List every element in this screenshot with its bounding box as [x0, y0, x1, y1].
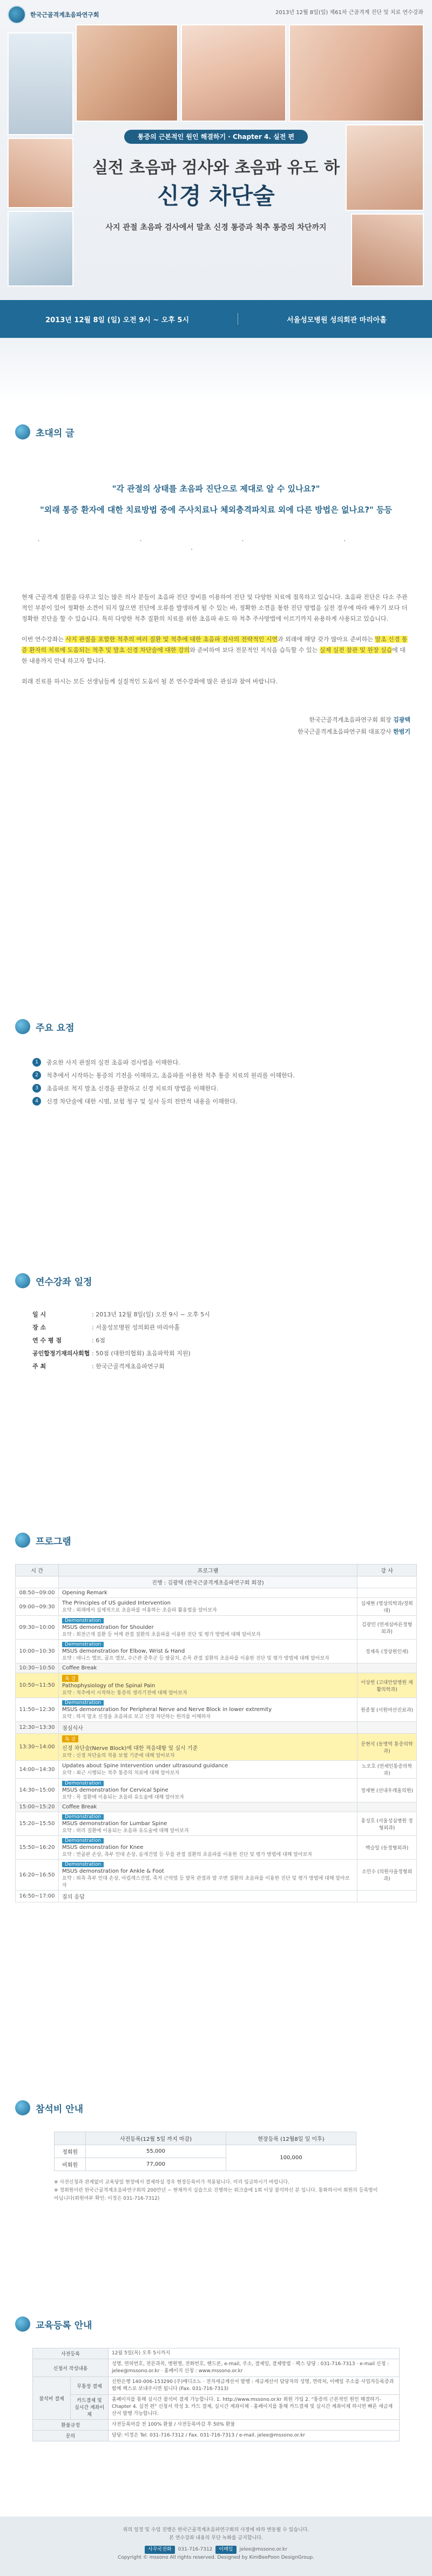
goals-list	[32, 1056, 400, 1108]
table-row	[16, 1836, 417, 1860]
session-summary: 요약 : 최근 시행되는 척추 통증의 치료에 대해 알아보자	[62, 1770, 180, 1776]
table-row	[33, 2348, 400, 2359]
overview-value: : 서울성모병원 성의회관 마리아홀	[92, 1324, 180, 1331]
session-summary: 요약 : 신경 차단술의 적용 보험 기준에 대해 알아보자	[62, 1753, 175, 1759]
session-time: 14:30~15:00	[16, 1779, 59, 1802]
bullet-circle-icon	[15, 1273, 30, 1288]
section-header	[15, 424, 417, 440]
fee-notes	[54, 2179, 378, 2203]
speaker: 문현석 (동명역 통증의학과)	[357, 1734, 417, 1761]
session-time: 11:50~12:30	[16, 1698, 59, 1722]
speaker: 백승일 (동정형외과)	[357, 1836, 417, 1860]
hero-photo	[76, 24, 178, 122]
session-cell	[59, 1779, 357, 1802]
table-cell: 정회원	[55, 2145, 86, 2158]
registration-table	[32, 2348, 400, 2441]
hero-bottom-strip	[0, 338, 432, 403]
session-time: 10:00~10:30	[16, 1640, 59, 1663]
event-info-bar	[0, 300, 432, 338]
session-cell	[59, 1891, 357, 1902]
goal-text: 중요한 사지 관절의 실전 초음파 검사법을 이해한다.	[46, 1059, 180, 1066]
sign-name: 한범기	[393, 728, 410, 735]
column-header: 현장등록 (12월8일 일 이후)	[226, 2132, 356, 2145]
hero-photo	[181, 24, 286, 122]
speaker	[357, 1722, 417, 1734]
section-header	[15, 2317, 417, 2332]
event-date: 2013년 12월 8일 (일) 오전 9시 ~ 오후 5시	[45, 316, 190, 324]
registration-section	[0, 2317, 432, 2517]
table-row	[55, 2145, 356, 2158]
highlight: 사지 관절을 포함한 척추의 여러 질환 및 척추에 대한 초음파 검사의 전략적인 시연	[65, 636, 278, 643]
row-header: 신청서 작성내용	[33, 2359, 109, 2377]
hero-photo	[289, 24, 424, 122]
session-summary: 요약 : 하지 말초 신경을 초음파로 보고 신경 차단하는 원리를 이해하자	[62, 1714, 211, 1720]
session-time: 15:00~15:20	[16, 1802, 59, 1812]
session-time: 12:30~13:30	[16, 1722, 59, 1734]
table-cell	[16, 1576, 59, 1588]
session-time: 15:50~16:20	[16, 1836, 59, 1860]
signatures	[22, 714, 410, 738]
row-header: 환불규정	[33, 2420, 109, 2431]
table-cell: 12월 5일(목) 오후 5시까지	[109, 2348, 400, 2359]
session-time: 09:00~09:30	[16, 1598, 59, 1616]
session-tag: Demonstration	[62, 1814, 104, 1820]
session-cell	[59, 1860, 357, 1891]
greeting-section	[0, 403, 432, 1019]
section-header	[15, 1533, 417, 1548]
table-row	[16, 1734, 417, 1761]
table-row	[33, 2359, 400, 2377]
session-summary: 요약 : 연골판 손상, 측부 인대 손상, 슬개건염 등 무릎 관절 질환의 초음파를 이용한 진단 및 평가 방법에 대해 알아보자	[62, 1852, 313, 1858]
session-tag: 특 강	[62, 1675, 78, 1682]
session-time: 15:20~15:50	[16, 1812, 59, 1836]
session-title: 신경 차단술(Nerve Block)에 대한 적응대항 및 실시 기준	[62, 1746, 198, 1752]
column-header	[55, 2132, 86, 2145]
signature-line	[22, 714, 410, 726]
session-title: MSUS demonstration for Lumbar Spine	[62, 1821, 167, 1827]
row-header: 문의	[33, 2431, 109, 2441]
greeting-body	[22, 592, 410, 687]
speaker: 심재현 (영상의학과/경희대)	[357, 1598, 417, 1616]
chair-cell: 진행 : 김광택 (한국근골격계초음파연구회 회장)	[59, 1576, 357, 1588]
session-cell	[59, 1616, 357, 1640]
table-row	[16, 1598, 417, 1616]
bullet-circle-icon	[15, 2100, 30, 2115]
table-row	[16, 1761, 417, 1779]
fee-table	[54, 2132, 356, 2171]
paragraph: 현재 근골격계 질환을 다루고 있는 많은 의사 분들이 초음파 진단 장비를 이용하여 진단 및 다양한 치료에 접목하고 있습니다. 초음파 진단은 다소 주관적인 부분이 있어 정확한 소견이 되지 않으면 진단에 오류를 발생하게 될 수 있는 바, 정확한 소견을 통한 진단 방법을 실전 경우에 따라 배우기 보다 더 정확한 진단을 할 수 있습니다. 특히 다양한 척추 질환의 치료를 위한 초음파 유도 하 척추 주사방법에 이르기까지 유용하게 사용되고 있습니다.	[22, 594, 408, 622]
overview-row	[32, 1362, 432, 1375]
session-time: 13:30~14:00	[16, 1734, 59, 1761]
table-row	[33, 2420, 400, 2431]
table-cell: 77,000	[86, 2158, 226, 2171]
goal-text: 척추에서 시작하는 통증의 기전을 이해하고, 초음파를 이용한 척추 통증 치료의 원리를 이해한다.	[46, 1072, 295, 1079]
table-cell: 담당: 이정은 Tel. 031-716-7312 / Fax. 031-716-7313 / e-mail. jelee@mssono.or.kr	[109, 2431, 400, 2441]
table-cell: 비회원	[55, 2158, 86, 2171]
session-title: MSUS demonstration for Shoulder	[62, 1625, 154, 1630]
dot-separator: · · · · ·	[37, 537, 395, 554]
session-title: 점심식사	[62, 1726, 83, 1732]
highlight: 실제 실전 참관 및 원장 실습	[319, 647, 393, 654]
overview-key: 일 시	[32, 1311, 46, 1318]
goal-text: 초음파로 척지 말초 신경을 관찰하고 신경 치료의 방법을 이해한다.	[46, 1085, 219, 1092]
table-row	[16, 1860, 417, 1891]
overview-key: 장 소	[32, 1324, 46, 1331]
list-item	[32, 1082, 400, 1095]
logo-mark-icon	[8, 5, 26, 24]
table-row	[16, 1616, 417, 1640]
sign-org: 한국근골격계초음파연구회 대표강사	[298, 728, 394, 735]
session-title: Opening Remark	[62, 1590, 107, 1596]
row-header: 카드결제 및 실시간 계좌이체	[71, 2395, 109, 2420]
goal-text: 신경 차단술에 대한 시범, 보험 청구 및 실사 등의 전반적 내용을 이해한다.	[46, 1098, 238, 1105]
section-title: 초대의 글	[36, 428, 75, 439]
session-tag: Demonstration	[62, 1781, 104, 1786]
column-header: 사전등록(12월 5일 까지 마감)	[86, 2132, 226, 2145]
event-tagline: 2013년 12월 8일(일) 제61차 근골격계 진단 및 치료 연수강좌	[275, 10, 423, 16]
session-cell	[59, 1836, 357, 1860]
session-title: Coffee Break	[62, 1804, 97, 1810]
session-time: 10:30~10:50	[16, 1663, 59, 1673]
section-header	[15, 1273, 417, 1288]
overview-row	[32, 1310, 432, 1323]
phone-number[interactable]: 031-716-7312	[178, 2547, 213, 2552]
label-badge: 사무국전화	[145, 2546, 174, 2554]
table-row	[16, 1802, 417, 1812]
table-row	[16, 1779, 417, 1802]
speaker	[357, 1802, 417, 1812]
table-row	[16, 1698, 417, 1722]
label-badge: 이메일	[215, 2546, 236, 2554]
quote: "각 관절의 상태를 초음파 진단으로 제대로 알 수 있나요?"	[112, 484, 320, 494]
quote: "외래 통증 환자에 대한 치료방법 중에 주사치료나 체외충격파치료 외에 다른 방법은 없나요?" 등등	[39, 505, 393, 515]
speaker	[357, 1588, 417, 1598]
session-tag: Demonstration	[62, 1838, 104, 1843]
session-title: MSUS demonstration for Ankle & Foot	[62, 1868, 164, 1874]
fee-section	[0, 2100, 432, 2317]
session-title: 질의 응답	[62, 1894, 85, 1900]
table-cell: 신한은행 140-006-153290 (주)메디소노 · 전자세금계산서 발행 : 세금계산서 담당자의 성명, 연락처, 이메일 주소를 사업자등록증과 함께 팩스로 보내주시면 됩니다 (Fax. 031-716-7313)	[109, 2377, 400, 2395]
speaker: 노오호 (연세인통증의학과)	[357, 1761, 417, 1779]
session-cell	[59, 1812, 357, 1836]
list-item	[32, 1095, 400, 1108]
sign-name: 김광택	[393, 716, 410, 723]
number-badge: 2	[32, 1071, 41, 1080]
table-row	[16, 1812, 417, 1836]
section-header	[15, 1019, 417, 1034]
email-link[interactable]: jelee@mssono.or.kr	[239, 2547, 287, 2552]
session-summary: 요약 : 테니스 엘보, 골프 엘보, 수근관 증후군 등 팔꿈치, 손목 관절 질환의 초음파를 이용한 진단 및 평가 방법에 대해 알아보자	[62, 1656, 329, 1661]
text: 에 대한 내용까지 안내 하고자 합니다.	[22, 647, 406, 664]
number-badge: 1	[32, 1058, 41, 1067]
speaker: 이상헌 (고대안암병원 재활의학과)	[357, 1673, 417, 1698]
session-cell	[59, 1734, 357, 1761]
speaker: 정재현 (선내우레울의원)	[357, 1779, 417, 1802]
footer-note: 위의 일정 및 수업 진행은 한국근골격계초음파연구회의 사정에 따라 변동될 수 있습니다.	[123, 2527, 309, 2533]
overview-value: : 50점 (대한의협회) 초음파학회 지원)	[92, 1350, 191, 1357]
section-title: 교육등록 안내	[36, 2320, 92, 2331]
session-cell	[59, 1698, 357, 1722]
session-cell	[59, 1802, 357, 1812]
table-row	[33, 2431, 400, 2441]
copyright: Copyright © mssono All rights reserved. Designed by KimBeePoon DesignGroup.	[118, 2555, 314, 2560]
session-tag: Demonstration	[62, 1618, 104, 1623]
number-badge: 4	[32, 1097, 41, 1106]
page-subtitle: 사지 관절 초음파 검사에서 말초 신경 통증과 척추 통증의 차단까지	[105, 223, 327, 232]
list-item	[32, 1056, 400, 1069]
column-header: 강 사	[357, 1565, 417, 1576]
table-cell: 100,000	[226, 2145, 356, 2171]
session-title: MSUS demonstration for Peripheral Nerve and Nerve Block in lower extremity	[62, 1707, 272, 1713]
session-title: MSUS demonstration for Cervical Spine	[62, 1787, 168, 1793]
table-header-row	[16, 1565, 417, 1576]
session-tag: 특 강	[62, 1735, 78, 1742]
overview-key: 주 최	[32, 1363, 46, 1370]
table-row	[16, 1588, 417, 1598]
footer	[0, 2517, 432, 2576]
session-time: 14:00~14:30	[16, 1761, 59, 1779]
speaker: 원종철 (서원마산진료과)	[357, 1698, 417, 1722]
footer-contacts	[0, 2546, 432, 2554]
hero-photo	[8, 32, 73, 135]
session-tag: Demonstration	[62, 1700, 104, 1706]
table-cell: 사전등록마감 전 100% 환불 / 사전등록마감 후 50% 환불	[109, 2420, 400, 2431]
session-title: MSUS demonstration for Knee	[62, 1845, 144, 1851]
table-cell: 55,000	[86, 2145, 226, 2158]
speaker	[357, 1891, 417, 1902]
signature-line	[22, 726, 410, 738]
table-cell: 홈페이지를 통해 실시간 참석비 결제 가능합니다. 1. http://www.mssono.or.kr 회원 가입 2. "통증의 근본적인 원인 해결하기-Chapter 4. 실전 편" 신청서 작성 3. 카드 결제, 실시간 계좌이체 · 홈페이지를 통해 카드결제 및 실시간 계좌이체 하시면 빠른 세금계산서 발행 가능합니다.	[109, 2395, 400, 2420]
session-summary: 요약 : 회전근개 질환 등 어깨 관절 질환의 초음파를 이용한 진단 및 평가 방법에 대해 알아보자	[62, 1632, 261, 1638]
speaker: 정재욱 (정상원인제)	[357, 1640, 417, 1663]
section-header	[15, 2100, 417, 2115]
overview-key: 연 수 평 점	[32, 1337, 62, 1344]
row-header: 무통장 결제	[71, 2377, 109, 2395]
session-summary: 요약 : 허리 질환에 이용되는 초음파 유도술에 대해 알아보자	[62, 1828, 189, 1834]
overview-row	[32, 1336, 432, 1349]
program-table-body	[16, 1576, 417, 1902]
paragraph: 외래 진료를 하시는 모든 선생님들께 실질적인 도움이 될 본 연수강좌에 많은 관심과 참여 바랍니다.	[22, 678, 278, 685]
page-title-line1: 실전 초음파 검사와 초음파 유도 하	[92, 158, 340, 177]
speaker: 김광민 (연세심바른정형외과)	[357, 1616, 417, 1640]
table-cell: 성명, 면허번호, 전문과목, 병원명, 전화번호, 핸드폰, e-mail, 주소, 결제일, 결제방법 · 팩스 담당 : 031-716-7313 · e-mail 신청 : jelee@mssono.or.kr · 홈페이지 신청 : www.mssono.or.kr	[109, 2359, 400, 2377]
text: 과 외래에 해당 갖가 많아요 준비하는	[278, 636, 375, 643]
session-title: Updates about Spine Intervention under ultrasound guidance	[62, 1763, 228, 1769]
overview-row	[32, 1349, 432, 1362]
session-summary: 요약 : 외측 측부 인대 손상, 아킬레스건염, 족저 근막염 등 발목 관절과 발 주변 질환의 초음파를 이용한 진단 및 평가 방법에 대해 알아보자	[62, 1876, 350, 1888]
hero-banner	[0, 0, 432, 403]
list-item	[32, 1069, 400, 1082]
program-table	[15, 1564, 417, 1902]
paragraph	[22, 634, 410, 667]
section-title: 프로그램	[36, 1536, 71, 1547]
overview-value: : 2013년 12월 8일(일) 오전 9시 ~ 오후 5시	[92, 1311, 210, 1318]
session-time: 16:50~17:00	[16, 1891, 59, 1902]
page-title-line2: 신경 차단술	[157, 183, 275, 209]
speaker: 홍성호 (서울성심병원 정형외과)	[357, 1812, 417, 1836]
text: 이번 연수강좌는	[22, 636, 66, 643]
overview-value: : 6점	[92, 1337, 105, 1344]
session-time: 09:30~10:00	[16, 1616, 59, 1640]
session-cell	[59, 1673, 357, 1698]
table-row	[16, 1640, 417, 1663]
session-cell	[59, 1761, 357, 1779]
logo-text: 한국근골격계초음파연구회	[30, 11, 99, 18]
bullet-circle-icon	[15, 1019, 30, 1034]
table-row	[16, 1663, 417, 1673]
table-cell	[357, 1576, 417, 1588]
speaker: 소민수 (의원사을정형외과)	[357, 1860, 417, 1891]
session-time: 10:50~11:50	[16, 1673, 59, 1698]
table-row	[16, 1673, 417, 1698]
session-cell	[59, 1598, 357, 1616]
speaker	[357, 1663, 417, 1673]
session-time: 08:50~09:00	[16, 1588, 59, 1598]
session-summary: 요약 : 척추에서 시작하는 통증의 생리기전에 대해 알아보자	[62, 1690, 187, 1696]
chapter-badge: 통증의 근본적인 원인 해결하기 · Chapter 4. 실전 편	[124, 130, 308, 144]
section-title: 주요 요점	[36, 1022, 75, 1034]
session-tag: Demonstration	[62, 1862, 104, 1867]
session-tag: Demonstration	[62, 1642, 104, 1647]
goals-section	[0, 1019, 432, 1273]
note: ※ 사전신청과 관계없이 교육당일 현장에서 결제하실 경우 현장등록비가 적용됨니다. 미리 입금하시기 바랍니다.	[54, 2180, 289, 2185]
session-summary: 요약 : 목 질환에 이용되는 초음파 유도술에 대해 알아보자	[62, 1795, 184, 1800]
table-row	[33, 2395, 400, 2420]
logo[interactable]	[8, 5, 99, 24]
note: ※ 정회원이란 한국근골격계초음파연구회의 200만년 ~ 현재까지 실습으로 진행하는 워크숍에 1회 이상 참석하신 분 입니다. 통화하시어 회원의 등록방이 아닙니다(회원여부 확인: 이정은 031-716-7312)	[54, 2188, 378, 2201]
number-badge: 3	[32, 1084, 41, 1093]
footer-note: 본 연수강좌 내용의 무단 녹화를 금지합니다.	[169, 2535, 263, 2541]
row-header: 사전등록	[33, 2348, 109, 2359]
session-cell	[59, 1722, 357, 1734]
session-title: The Principles of US guided Intervention	[62, 1600, 171, 1606]
bullet-circle-icon	[15, 424, 30, 440]
session-cell	[59, 1663, 357, 1673]
row-header: 참석비 결제	[33, 2377, 71, 2420]
overview-key: 공인합정기재의사회협	[32, 1350, 90, 1357]
section-title: 연수강좌 일정	[36, 1276, 92, 1288]
session-cell	[59, 1640, 357, 1663]
session-summary: 요약 : 외래에서 실제적으로 초음파를 이용하는 초음파 활용법을 알아보자	[62, 1608, 217, 1613]
table-row	[16, 1891, 417, 1902]
session-title: Pathophysiology of the Spinal Pain	[62, 1683, 156, 1689]
session-cell	[59, 1588, 357, 1598]
section-title: 참석비 안내	[36, 2104, 84, 2115]
session-title: MSUS demonstration for Elbow, Wrist & Hand	[62, 1648, 185, 1654]
table-row	[33, 2377, 400, 2395]
sign-org: 한국근골격계초음파연구회 회장	[309, 716, 394, 723]
text: 와 준비하여 보다 전문적인 지식을 습득할 수 있는	[190, 647, 320, 654]
program-section	[0, 1533, 432, 2100]
highlight: 말초 신경 통증 환자의 치료에 도움되는 척추 및 말초 신경 차단술에 대한 강의	[22, 636, 408, 654]
chair-row	[16, 1576, 417, 1588]
bullet-circle-icon	[15, 1533, 30, 1548]
session-title: Coffee Break	[62, 1665, 97, 1671]
table-header-row	[55, 2132, 356, 2145]
session-time: 16:20~16:50	[16, 1860, 59, 1891]
event-venue: 서울성모병원 성의회관 마리아홀	[287, 316, 387, 324]
overview-row	[32, 1323, 432, 1336]
overview-list	[32, 1310, 432, 1375]
overview-value: : 한국근골격계초음파연구회	[92, 1363, 165, 1370]
column-header: 시 간	[16, 1565, 59, 1576]
schedule-overview-section	[0, 1273, 432, 1533]
column-header: 프로그램	[59, 1565, 357, 1576]
table-row	[16, 1722, 417, 1734]
bullet-circle-icon	[15, 2317, 30, 2332]
